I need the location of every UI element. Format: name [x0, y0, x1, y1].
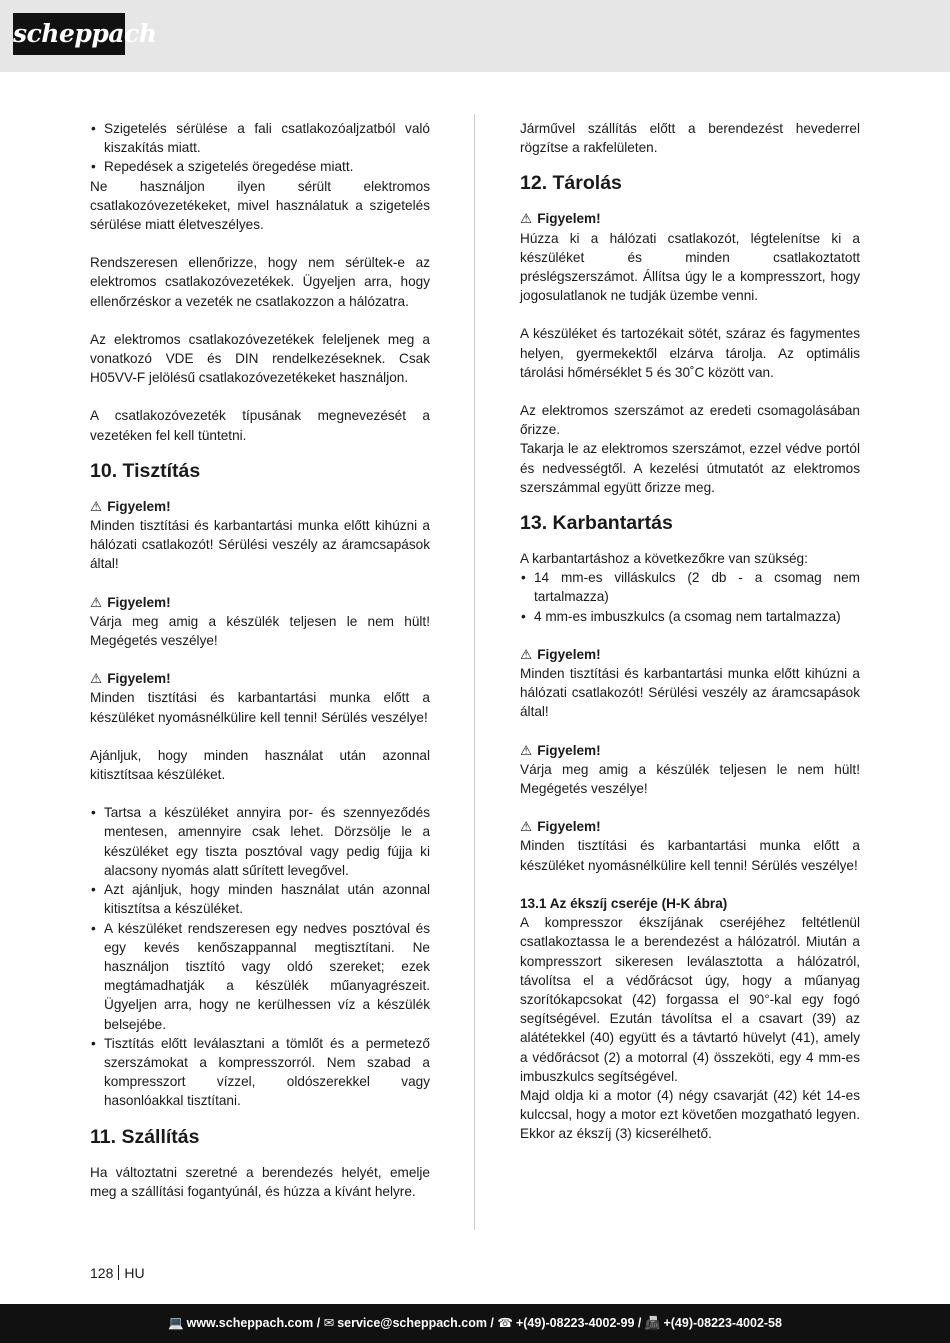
paragraph: A kompresszor ékszíjának cseréjéhez feltétlenül csatlakoztassa le a berendezést a hálózatról. Miután a kompresszort sikeresen leválasztotta a hálózatról, távolítsa el a védőrácsot úgy, hogy a műanyag szorítókapcsokat (42) forgassa el 90°-kal egy fogó segítségével. Ezután távolítsa el a csavart (39) az alátétekkel (40) együtt és a távtartó hüvelyt (41), amely a védőrácsot (2) a motorral (4) összeköti, egy 4 mm-es imbuszkulcs segítségével.	[520, 915, 860, 1084]
warning-text: Minden tisztítási és karbantartási munka előtt kihúzni a hálózati csatlakozót! Sérülési veszély az áramcsapások által!	[90, 518, 430, 572]
paragraph: Ha változtatni szeretné a berendezés helyét, emelje meg a szállítási fogantyúnál, és húzza a kívánt helyre.	[90, 1164, 430, 1199]
paragraph: Az elektromos csatlakozóvezetékek feleljenek meg a vonatkozó VDE és DIN rendelkezéseknek. Csak H05VV-F jelölésű csatlakozóvezetékeket használjon.	[90, 331, 430, 386]
warning-label: ⚠ Figyelem!	[520, 742, 601, 758]
bullet-list	[90, 803, 430, 1110]
bullet-list	[520, 568, 860, 626]
warning-icon: ⚠	[520, 646, 533, 662]
list-item: • Tisztítás előtt leválasztani a tömlőt és a permetező szerszámokat a kompresszorról. Nem szabad a kompresszort vízzel, oldószerekkel vagy hasonlóakkal tisztítani.	[90, 1034, 430, 1111]
list-item: • 14 mm-es villáskulcs (2 db - a csomag nem tartalmazza)	[520, 568, 860, 606]
warning-text: Minden tisztítási és karbantartási munka előtt a készüléket nyomásnélkülire kell tenni! Sérülés veszélye!	[520, 838, 860, 873]
bullet-list	[90, 119, 430, 177]
warning-text: Minden tisztítási és karbantartási munka előtt a készüléket nyomásnélkülire kell tenni! Sérülés veszélye!	[90, 690, 430, 725]
warning-label: ⚠ Figyelem!	[90, 594, 171, 610]
warning-icon: ⚠	[520, 211, 533, 227]
warning-label: ⚠ Figyelem!	[520, 211, 601, 227]
column-divider	[474, 114, 475, 1230]
warning-icon: ⚠	[520, 819, 533, 835]
computer-icon: 💻	[168, 1316, 184, 1330]
footer-phone: +(49)-08223-4002-99 /	[515, 1316, 642, 1330]
left-column	[90, 119, 430, 1201]
warning-icon: ⚠	[90, 498, 103, 514]
phone-icon: ☎	[497, 1316, 513, 1330]
list-item: • 4 mm-es imbuszkulcs (a csomag nem tartalmazza)	[520, 607, 860, 626]
footer-website[interactable]: www.scheppach.com /	[186, 1316, 321, 1330]
mail-icon: ✉	[323, 1316, 335, 1330]
page-language: HU	[124, 1265, 145, 1281]
paragraph: A készüléket és tartozékait sötét, száraz és fagymentes helyen, gyermekektől elzárva tárolja. Az optimális tárolási hőmérséklet 5 és 30˚C között van.	[520, 326, 860, 380]
warning-icon: ⚠	[90, 594, 103, 610]
warning-text: Minden tisztítási és karbantartási munka előtt kihúzni a hálózati csatlakozót! Sérülési veszély az áramcsapások által!	[520, 666, 860, 720]
footer-bar	[0, 1304, 950, 1343]
warning-label: ⚠ Figyelem!	[520, 646, 601, 662]
list-item: • Azt ajánljuk, hogy minden használat után azonnal kitisztítsa a készüléket.	[90, 880, 430, 918]
page-number-value: 128	[90, 1265, 114, 1281]
paragraph: Az elektromos szerszámot az eredeti csomagolásában őrizze.	[520, 403, 860, 438]
paragraph: Ne használjon ilyen sérült elektromos csatlakozóvezetékeket, mivel használatuk a szigetelés sérülése miatt életveszélyes.	[90, 178, 430, 233]
warning-icon: ⚠	[520, 742, 533, 758]
footer-email[interactable]: service@scheppach.com /	[337, 1316, 494, 1330]
footer-fax: +(49)-08223-4002-58	[663, 1316, 782, 1330]
warning-text: Várja meg amig a készülék teljesen le nem hült! Megégetés veszélye!	[520, 761, 860, 797]
top-bar	[0, 0, 950, 72]
section-heading-12: 12. Tárolás	[520, 172, 622, 195]
list-item: • Tartsa a készüléket annyira por- és szennyeződés mentesen, amennyire csak lehet. Dörzsölje le a készüléket egy tiszta posztóval vagy pedig fújja ki alacsony nyomás alatt sűrített levegővel.	[90, 803, 430, 880]
paragraph: Ajánljuk, hogy minden használat után azonnal kitisztítsaa készüléket.	[90, 747, 430, 783]
warning-text: Várja meg amig a készülék teljesen le nem hült! Megégetés veszélye!	[90, 613, 430, 649]
list-item: • A készüléket rendszeresen egy nedves posztóval és egy kevés kenőszappannal megtisztítani. Ne használjon tisztító vagy oldó szereket; ezek megtámadhatják a készülék műanyagrészeit. Ügyeljen arra, hogy ne kerülhessen víz a készülék belsejébe.	[90, 919, 430, 1034]
section-heading-11: 11. Szállítás	[90, 1125, 200, 1148]
warning-icon: ⚠	[90, 671, 103, 687]
subsection-heading-13-1: 13.1 Az ékszíj cseréje (H-K ábra)	[520, 895, 728, 911]
paragraph: Majd oldja ki a motor (4) négy csavarját (42) két 14-es kulccsal, hogy a motor ezt követően mozgatható legyen. Ekkor az ékszíj (3) kicserélhető.	[520, 1087, 860, 1142]
warning-label: ⚠ Figyelem!	[90, 671, 171, 687]
list-item: • Szigetelés sérülése a fali csatlakozóaljzatból való kiszakítás miatt.	[90, 119, 430, 157]
fax-icon: 📠	[644, 1316, 661, 1330]
warning-text: Húzza ki a hálózati csatlakozót, légtelenítse ki a készüléket és minden csatlakoztatott préslégszerszámot. Állítsa úgy le a kompresszort, hogy jogosulatlanok ne tudják üzembe venni.	[520, 230, 860, 304]
paragraph: Járművel szállítás előtt a berendezést hevederrel rögzítse a rakfelületen.	[520, 121, 860, 156]
paragraph: A karbantartáshoz a következőkre van szükség:	[520, 551, 808, 567]
warning-label: ⚠ Figyelem!	[90, 498, 171, 514]
right-column	[520, 119, 860, 1144]
section-heading-10: 10. Tisztítás	[90, 459, 201, 482]
section-heading-13: 13. Karbantartás	[520, 512, 673, 535]
warning-label: ⚠ Figyelem!	[520, 819, 601, 835]
list-item: • Repedések a szigetelés öregedése miatt.	[90, 157, 430, 176]
paragraph: Rendszeresen ellenőrizze, hogy nem sérültek-e az elektromos csatlakozóvezetékek. Ügyeljen arra, hogy ellenőrzéskor a vezeték ne csatlakozzon a hálózatra.	[90, 255, 430, 309]
scheppach-logo: scheppach	[13, 13, 125, 55]
page-number	[90, 1264, 145, 1282]
paragraph: Takarja le az elektromos szerszámot, ezzel védve portól és nedvességtől. A kezelési útmutatót az elektromos szerszámmal együtt őrizze meg.	[520, 441, 860, 495]
paragraph: A csatlakozóvezeték típusának megnevezését a vezetéken fel kell tüntetni.	[90, 408, 430, 443]
